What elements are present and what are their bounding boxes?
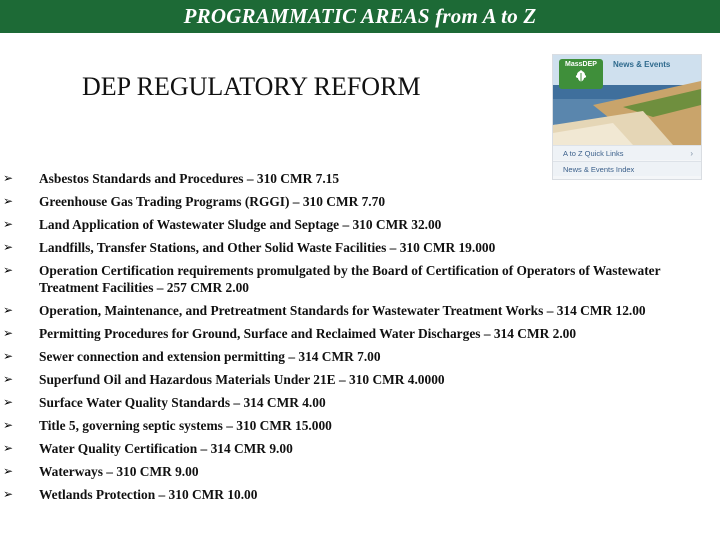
item-text: Landfills, Transfer Stations, and Other Solid Waste Facilities – 310 CMR 19.000 — [39, 240, 496, 255]
item-text: Operation Certification requirements promulgated by the Board of Certification of Operators of Wastewater Treatment Facilities – 257 CMR 2.00 — [39, 263, 661, 295]
banner-title: PROGRAMMATIC AREAS from A to Z — [183, 4, 537, 28]
list-item — [0, 417, 720, 434]
arrow-bullet-icon: ➢ — [3, 263, 14, 277]
news-events-label[interactable]: News & Events — [613, 60, 671, 69]
item-text: Water Quality Certification – 314 CMR 9.00 — [39, 441, 293, 456]
title-banner — [0, 0, 720, 33]
list-item — [0, 348, 720, 365]
list-item — [0, 394, 720, 411]
item-text: Sewer connection and extension permitting – 314 CMR 7.00 — [39, 349, 381, 364]
arrow-bullet-icon: ➢ — [3, 217, 14, 231]
arrow-bullet-icon: ➢ — [3, 303, 14, 317]
item-text: Land Application of Wastewater Sludge and Septage – 310 CMR 32.00 — [39, 217, 442, 232]
arrow-bullet-icon: ➢ — [3, 240, 14, 254]
item-text: Asbestos Standards and Procedures – 310 CMR 7.15 — [39, 171, 340, 186]
list-item — [0, 302, 720, 319]
arrow-bullet-icon: ➢ — [3, 395, 14, 409]
list-item — [0, 239, 720, 256]
list-item — [0, 463, 720, 480]
massdep-widget — [552, 54, 702, 180]
arrow-bullet-icon: ➢ — [3, 464, 14, 478]
item-text: Greenhouse Gas Trading Programs (RGGI) – 310 CMR 7.70 — [39, 194, 386, 209]
page-heading: DEP REGULATORY REFORM — [82, 72, 421, 101]
massdep-logo[interactable] — [559, 59, 603, 89]
link-label: News & Events Index — [563, 165, 635, 174]
regulation-list — [0, 170, 720, 509]
oak-leaf-icon — [574, 69, 588, 83]
chevron-right-icon: › — [690, 149, 693, 158]
arrow-bullet-icon: ➢ — [3, 171, 14, 185]
item-text: Waterways – 310 CMR 9.00 — [39, 464, 199, 479]
arrow-bullet-icon: ➢ — [3, 349, 14, 363]
arrow-bullet-icon: ➢ — [3, 487, 14, 501]
list-item — [0, 193, 720, 210]
list-item — [0, 262, 720, 296]
arrow-bullet-icon: ➢ — [3, 194, 14, 208]
list-item — [0, 170, 720, 187]
arrow-bullet-icon: ➢ — [3, 372, 14, 386]
item-text: Wetlands Protection – 310 CMR 10.00 — [39, 487, 258, 502]
list-item — [0, 216, 720, 233]
item-text: Operation, Maintenance, and Pretreatment Standards for Wastewater Treatment Works – 314 CMR 12.00 — [39, 303, 646, 318]
list-item — [0, 486, 720, 503]
arrow-bullet-icon: ➢ — [3, 418, 14, 432]
list-item — [0, 325, 720, 342]
item-text: Permitting Procedures for Ground, Surface and Reclaimed Water Discharges – 314 CMR 2.00 — [39, 326, 577, 341]
a-to-z-quick-links[interactable] — [553, 145, 701, 160]
arrow-bullet-icon: ➢ — [3, 326, 14, 340]
item-text: Surface Water Quality Standards – 314 CMR 4.00 — [39, 395, 326, 410]
list-item — [0, 440, 720, 457]
link-label: A to Z Quick Links — [563, 149, 624, 158]
item-text: Superfund Oil and Hazardous Materials Under 21E – 310 CMR 4.0000 — [39, 372, 445, 387]
item-text: Title 5, governing septic systems – 310 CMR 15.000 — [39, 418, 332, 433]
list-item — [0, 371, 720, 388]
arrow-bullet-icon: ➢ — [3, 441, 14, 455]
logo-text: MassDEP — [565, 61, 597, 68]
